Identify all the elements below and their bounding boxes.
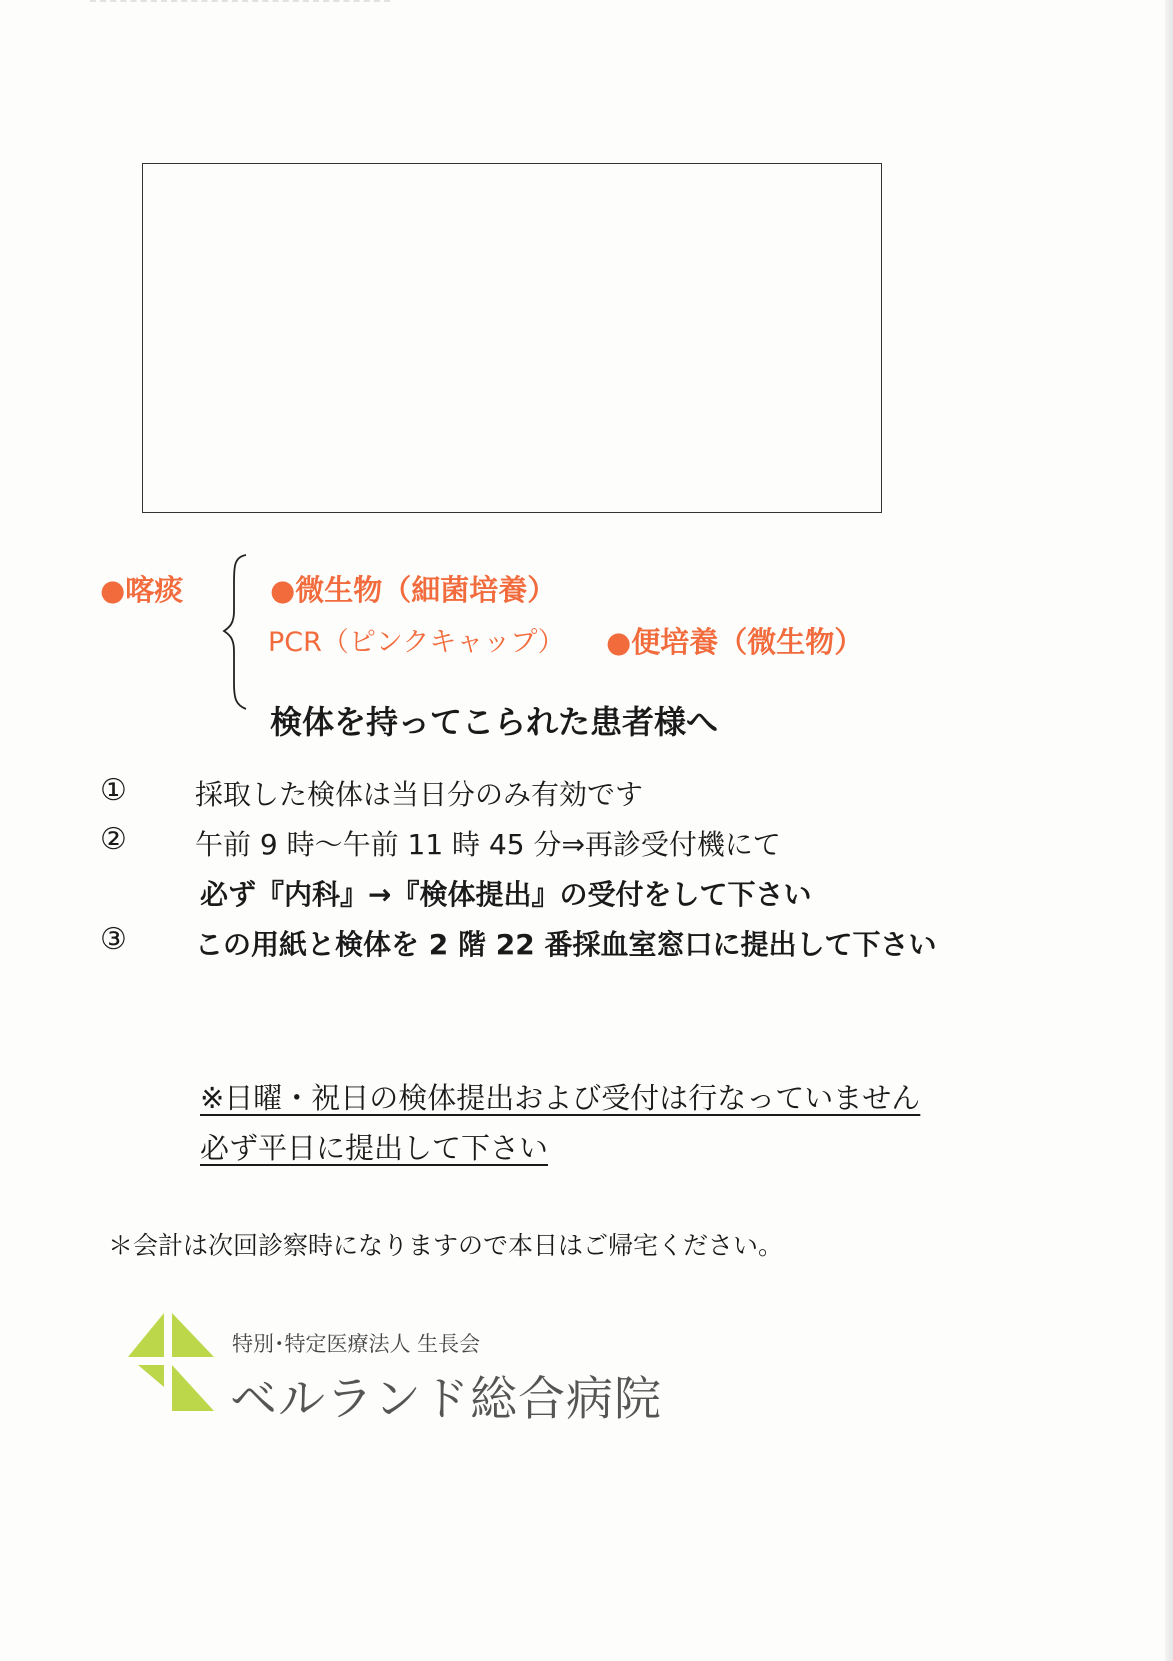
hospital-logo-icon (128, 1313, 218, 1413)
step-3-number: ③ (100, 922, 127, 957)
scan-marks (90, 0, 390, 8)
step-1-number: ① (100, 773, 127, 808)
hospital-corporation: 特別･特定医療法人 生長会 (232, 1332, 481, 1356)
billing-footnote: ＊会計は次回診察時になりますので本日はご帰宅ください。 (108, 1231, 784, 1260)
specimen-stool: ●便培養（微生物） (606, 625, 864, 659)
step-3-text: この用紙と検体を 2 階 22 番採血室窓口に提出して下さい (195, 928, 937, 961)
specimen-sputum: ●喀痰 (100, 573, 184, 607)
hospital-name: ベルランド総合病院 (230, 1372, 662, 1427)
step-2-number: ② (100, 822, 127, 857)
step-1-text: 採取した検体は当日分のみ有効です (195, 778, 644, 811)
specimen-microbe: ●微生物（細菌培養） (270, 573, 557, 607)
step-2-text-cont: 必ず『内科』→『検体提出』の受付をして下さい (200, 878, 812, 911)
page-edge-shadow (1165, 0, 1173, 1661)
step-2-text: 午前 9 時～午前 11 時 45 分⇒再診受付機にて (195, 828, 781, 861)
page-title: 検体を持ってこられた患者様へ (270, 703, 719, 741)
specimen-pcr: PCR（ピンクキャップ） (268, 627, 565, 658)
notice-line-2: 必ず平日に提出して下さい (200, 1131, 549, 1165)
notice-line-1: ※日曜・祝日の検体提出および受付は行なっていません (200, 1081, 921, 1115)
curly-brace (222, 553, 252, 713)
blank-label-box (142, 163, 882, 513)
